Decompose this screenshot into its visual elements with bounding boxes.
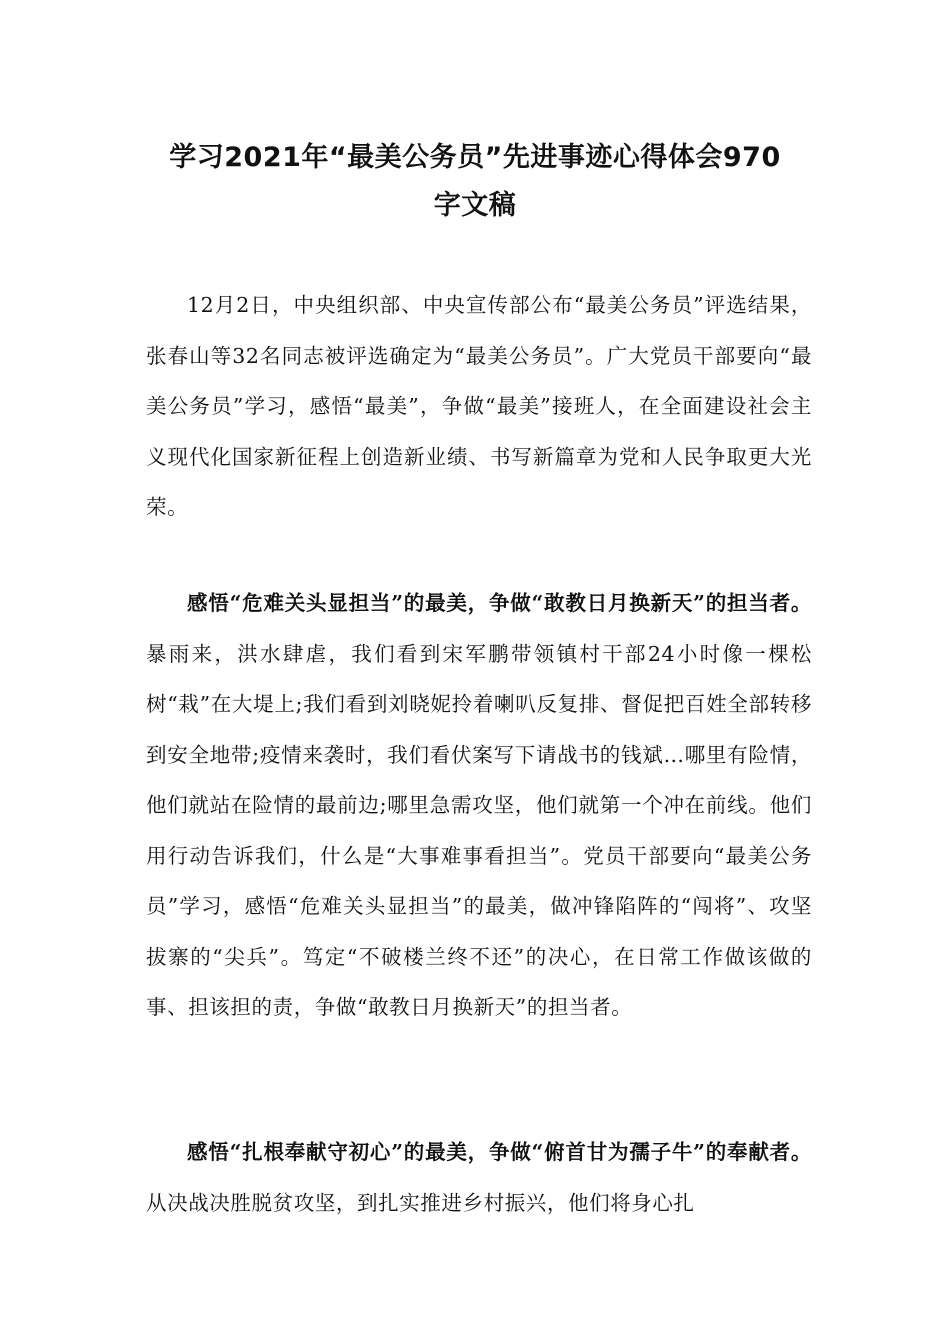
paragraph-dedication <box>146 1127 812 1228</box>
paragraph-lead: 感悟“危难关头显担当”的最美，争做“敢教日月换新天”的担当者。 <box>187 591 812 615</box>
paragraph-responsibility <box>146 578 812 1033</box>
paragraph-text: 12月2日，中央组织部、中央宣传部公布“最美公务员”评选结果，张春山等32名同志被评选确定为“最美公务员”。广大党员干部要向“最美公务员”学习，感悟“最美”，争做“最美”接班人，在全面建设社会主义现代化国家新征程上创造新业绩、书写新篇章为党和人民争取更大光荣。 <box>146 293 812 519</box>
paragraph-lead: 感悟“扎根奉献守初心”的最美，争做“俯首甘为孺子牛”的奉献者。 <box>187 1140 812 1164</box>
paragraph-intro <box>146 280 812 533</box>
paragraph-text: 从决战决胜脱贫攻坚，到扎实推进乡村振兴，他们将身心扎 <box>146 1190 695 1215</box>
paragraph-text: 暴雨来，洪水肆虐，我们看到宋军鹏带领镇村干部24小时像一棵松树“栽”在大堤上;我们看到刘晓妮拎着喇叭反复排、督促把百姓全部转移到安全地带;疫情来袭时，我们看伏案写下请战书的钱斌…哪里有险情，他们就站在险情的最前边;哪里急需攻坚，他们就第一个冲在前线。他们用行动告诉我们，什么是“大事难事看担当”。党员干部要向“最美公务员”学习，感悟“危难关头显担当”的最美，做冲锋陷阵的“闯将”、攻坚拔寨的“尖兵”。笃定“不破楼兰终不还”的决心，在日常工作做该做的事、担该担的责，争做“敢教日月换新天”的担当者。 <box>146 641 812 1019</box>
title-line-1: 学习2021年“最美公务员”先进事迹心得体会970 <box>169 142 781 173</box>
title-line-2: 字文稿 <box>433 190 517 221</box>
document-title <box>100 134 850 230</box>
